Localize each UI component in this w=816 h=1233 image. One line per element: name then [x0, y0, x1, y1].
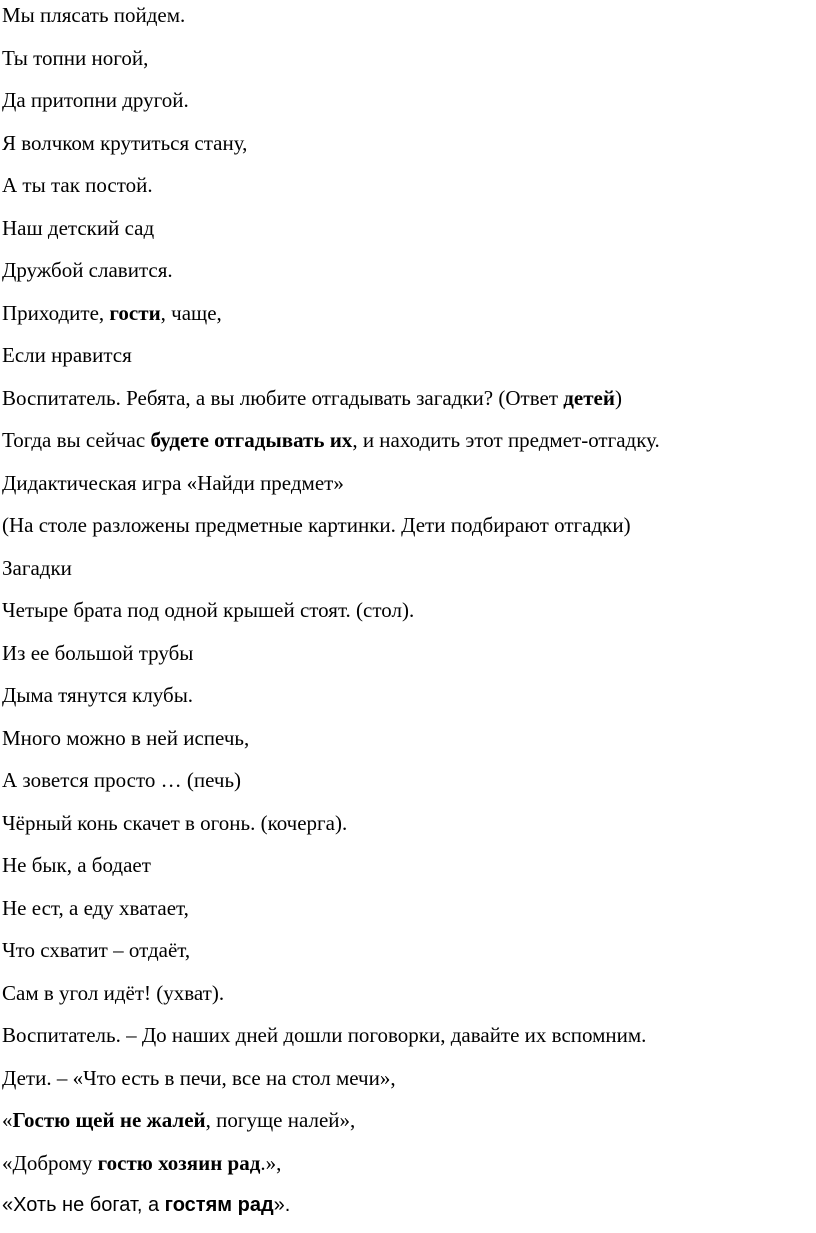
text-run: Воспитатель. – До наших дней дошли поговорки, давайте их вспомним. — [2, 1023, 647, 1047]
bold-text: детей — [563, 385, 615, 410]
text-line — [2, 213, 816, 256]
text-run: .», — [260, 1150, 282, 1175]
text-run: Из ее большой трубы — [2, 640, 194, 665]
text-line — [2, 1190, 816, 1233]
text-run: Если нравится — [2, 343, 132, 367]
text-run: « — [2, 1108, 13, 1132]
text-run: Загадки — [2, 555, 72, 580]
text-line — [2, 978, 816, 1021]
text-line — [2, 850, 816, 893]
text-line — [2, 128, 816, 171]
text-line — [2, 510, 816, 553]
text-line — [2, 425, 816, 468]
text-run: Дидактическая игра «Найди предмет» — [2, 470, 344, 495]
text-line — [2, 595, 816, 638]
text-line — [2, 1105, 816, 1148]
text-line — [2, 638, 816, 681]
text-line — [2, 935, 816, 978]
text-run: , и находить этот предмет-отгадку. — [352, 428, 660, 452]
text-run: Четыре брата под одной крышей стоят. (стол). — [2, 598, 415, 622]
text-run: Сам в угол идёт! (ухват). — [2, 980, 225, 1005]
text-line — [2, 1063, 816, 1106]
text-run: Дыма тянутся клубы. — [2, 683, 194, 707]
bold-text: гостю хозяин рад — [97, 1150, 261, 1175]
text-run: «Хоть не богат, а — [2, 1194, 165, 1216]
text-line — [2, 765, 816, 808]
text-line — [2, 170, 816, 213]
text-run: Мы плясать пойдем. — [2, 3, 186, 27]
text-run: , чаще, — [160, 300, 222, 325]
bold-text: будете отгадывать их — [150, 428, 353, 452]
text-run: ». — [273, 1194, 291, 1216]
text-line — [2, 340, 816, 383]
text-line — [2, 255, 816, 298]
text-run: Я волчком крутиться стану, — [2, 130, 248, 155]
text-line — [2, 85, 816, 128]
text-line — [2, 553, 816, 596]
text-run: Дети. – «Что есть в печи, все на стол мечи», — [2, 1065, 396, 1090]
text-line — [2, 43, 816, 86]
bold-text: гости — [109, 300, 161, 325]
text-line — [2, 468, 816, 511]
text-line — [2, 1148, 816, 1191]
text-run: «Доброму — [2, 1150, 98, 1175]
text-run: Воспитатель. Ребята, а вы любите отгадывать загадки? (Ответ — [2, 385, 564, 410]
text-run: Тогда вы сейчас — [2, 428, 151, 452]
text-run: Не ест, а еду хватает, — [2, 895, 189, 920]
text-line — [2, 723, 816, 766]
text-run: (На столе разложены предметные картинки. Дети подбирают отгадки) — [2, 513, 631, 537]
text-run: , погуще налей», — [205, 1108, 356, 1132]
text-line — [2, 808, 816, 851]
bold-text: гостям рад — [164, 1194, 274, 1216]
text-line — [2, 680, 816, 723]
text-run: Наш детский сад — [2, 215, 155, 240]
text-run: Приходите, — [2, 300, 110, 325]
text-run: Много можно в ней испечь, — [2, 725, 250, 750]
text-run: Чёрный конь скачет в огонь. (кочерга). — [2, 810, 348, 835]
text-run: А ты так постой. — [2, 173, 153, 197]
text-run: Дружбой славится. — [2, 258, 173, 282]
bold-text: Гостю щей не жалей — [12, 1108, 206, 1132]
text-run: Да притопни другой. — [2, 88, 189, 112]
text-line — [2, 0, 816, 43]
text-line — [2, 298, 816, 341]
text-run: Ты топни ногой, — [2, 45, 149, 70]
text-line — [2, 383, 816, 426]
text-line — [2, 893, 816, 936]
text-run: А зовется просто … (печь) — [2, 768, 242, 792]
text-run: Что схватит – отдаёт, — [2, 938, 191, 962]
text-run: Не бык, а бодает — [2, 853, 151, 877]
text-line — [2, 1020, 816, 1063]
text-run: ) — [614, 385, 622, 410]
